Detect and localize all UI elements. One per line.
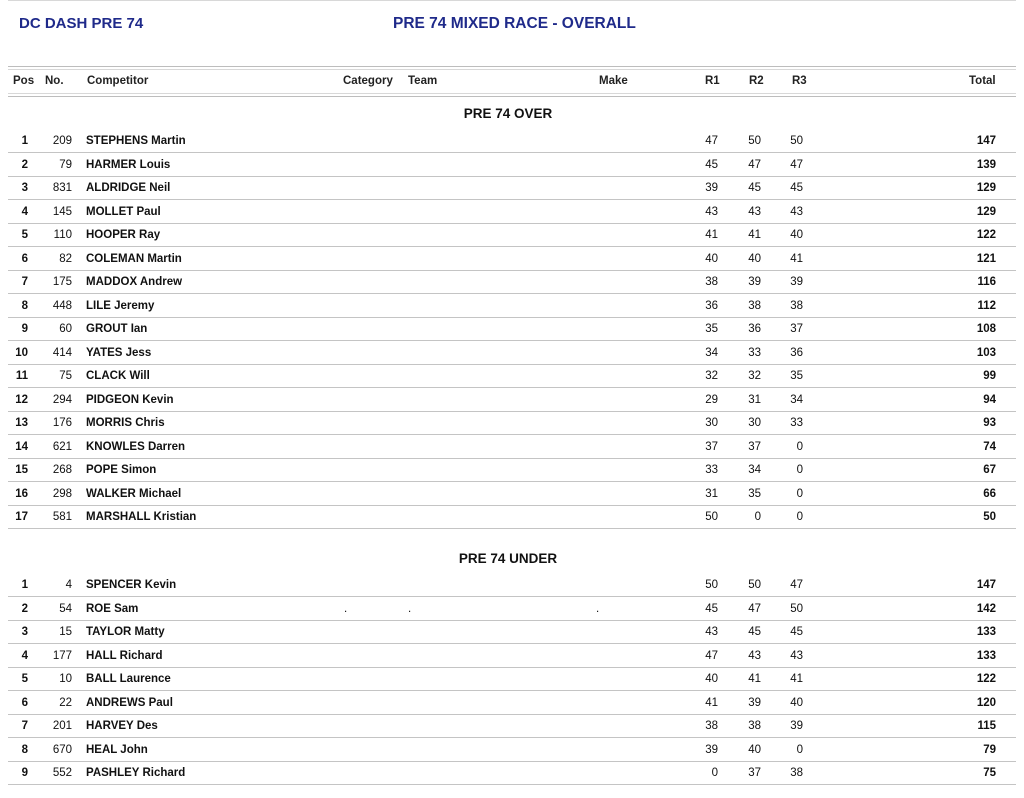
row-competitor: WALKER Michael [86,487,182,500]
table-row [8,761,1016,785]
table-row [8,644,1016,668]
row-number: 79 [59,158,72,171]
row-competitor: YATES Jess [86,346,152,359]
row-r3: 38 [790,767,803,779]
row-r3: 45 [790,182,803,194]
row-r3: 39 [790,276,803,288]
col-no: No. [45,75,64,87]
row-pos: 1 [21,579,28,591]
row-total: 147 [976,579,996,591]
row-pos: 1 [21,135,28,147]
row-total: 120 [976,696,996,709]
row-r2: 37 [748,440,761,453]
row-r3: 50 [790,135,803,147]
row-r2: 43 [748,649,761,662]
col-competitor: Competitor [87,75,149,87]
row-r2: 41 [748,673,761,685]
row-total: 139 [976,158,996,171]
row-competitor: TAYLOR Matty [86,626,165,638]
row-r3: 47 [790,158,803,171]
row-r1: 35 [705,323,718,335]
table-row [8,294,1016,318]
row-total: 121 [976,252,996,265]
row-pos: 7 [21,276,28,288]
table-row [8,270,1016,294]
row-pos: 4 [21,205,28,218]
row-total: 129 [976,205,996,218]
row-pos: 9 [21,323,28,335]
row-pos: 2 [21,602,28,615]
row-competitor: PIDGEON Kevin [86,393,174,406]
table-row [8,247,1016,271]
row-team: . [408,602,412,615]
row-r3: 0 [796,440,803,453]
row-r3: 41 [790,673,803,685]
row-total: 112 [977,299,996,312]
row-r2: 0 [754,511,761,523]
row-pos: 10 [15,346,28,359]
row-total: 115 [977,720,996,732]
row-r2: 30 [748,417,761,429]
row-r1: 40 [705,252,718,265]
row-r1: 41 [705,229,718,241]
row-pos: 13 [15,417,28,429]
row-r1: 45 [705,602,718,615]
row-r1: 50 [705,511,718,523]
row-competitor: KNOWLES Darren [86,440,186,453]
table-row [8,388,1016,412]
row-number: 15 [59,626,72,638]
row-r1: 38 [705,720,718,732]
row-competitor: COLEMAN Martin [86,252,182,265]
row-competitor: MADDOX Andrew [86,276,183,288]
row-r3: 40 [790,229,803,241]
row-number: 22 [59,696,72,709]
row-r2: 47 [748,158,761,171]
row-r3: 0 [796,743,803,756]
top-rule [8,0,1016,1]
row-competitor: SPENCER Kevin [86,579,177,591]
row-number: 298 [52,487,72,500]
row-r3: 50 [790,602,803,615]
row-r1: 30 [705,417,718,429]
row-total: 79 [983,743,996,756]
row-number: 145 [52,205,72,218]
table-row [8,317,1016,341]
row-number: 175 [52,276,72,288]
row-pos: 5 [21,229,28,241]
table-row [8,738,1016,762]
row-pos: 6 [21,696,28,709]
row-pos: 17 [15,511,28,523]
table-row [8,129,1016,153]
row-r2: 41 [748,229,761,241]
row-number: 621 [52,440,72,453]
row-r1: 40 [705,673,718,685]
row-r1: 37 [705,440,718,453]
row-r3: 0 [796,464,803,476]
row-r3: 37 [790,323,803,335]
row-total: 122 [976,229,996,241]
row-r1: 45 [705,158,718,171]
row-pos: 4 [21,649,28,662]
row-number: 10 [59,673,72,685]
row-r3: 45 [790,626,803,638]
row-total: 108 [976,323,996,335]
table-row [8,458,1016,482]
row-number: 414 [52,346,72,359]
row-r2: 45 [748,626,761,638]
row-r2: 47 [748,602,761,615]
row-r1: 0 [711,767,718,779]
table-row [8,341,1016,365]
row-pos: 11 [15,370,28,382]
row-total: 129 [976,182,996,194]
row-competitor: CLACK Will [86,370,150,382]
table-row [8,597,1016,621]
col-team: Team [408,75,438,87]
row-total: 122 [976,673,996,685]
row-r1: 39 [705,182,718,194]
row-competitor: LILE Jeremy [86,299,155,312]
row-r3: 0 [796,511,803,523]
table-row [8,364,1016,388]
row-total: 142 [976,602,996,615]
col-pos: Pos [13,75,35,87]
table-row [8,573,1016,597]
table-row [8,153,1016,177]
row-r2: 34 [748,464,761,476]
row-r2: 37 [748,767,761,779]
row-competitor: HARMER Louis [86,158,171,171]
table-row [8,200,1016,224]
row-pos: 12 [15,393,28,406]
row-r2: 39 [748,276,761,288]
column-header-row [8,66,1016,97]
row-r2: 43 [748,205,761,218]
race-title: PRE 74 MIXED RACE - OVERALL [393,15,636,32]
section-title: PRE 74 UNDER [458,551,558,566]
row-total: 99 [983,370,996,382]
row-r1: 41 [705,696,718,709]
row-r2: 50 [748,135,761,147]
col-r3: R3 [792,75,807,87]
table-row [8,667,1016,691]
row-total: 133 [976,649,996,662]
row-r1: 29 [705,393,718,406]
row-number: 54 [59,602,72,615]
table-row [8,714,1016,738]
row-pos: 8 [21,299,28,312]
row-competitor: MOLLET Paul [86,205,161,218]
row-r2: 31 [748,393,761,406]
row-total: 75 [983,767,996,779]
row-competitor: POPE Simon [86,464,157,476]
table-row [8,176,1016,200]
row-competitor: STEPHENS Martin [86,135,186,147]
table-row [8,620,1016,644]
row-r1: 36 [705,299,718,312]
row-r1: 43 [705,626,718,638]
section-title: PRE 74 OVER [463,106,553,121]
row-r3: 39 [790,720,803,732]
row-competitor: MORRIS Chris [86,417,165,429]
row-number: 552 [52,767,72,779]
row-r2: 36 [748,323,761,335]
row-total: 94 [983,393,996,406]
row-r1: 47 [705,649,718,662]
row-number: 581 [52,511,72,523]
col-category: Category [343,75,393,87]
row-r2: 38 [748,299,761,312]
row-r1: 32 [705,370,718,382]
row-r3: 43 [790,649,803,662]
row-r3: 40 [790,696,803,709]
row-number: 831 [52,182,72,194]
row-r2: 45 [748,182,761,194]
row-r3: 47 [790,579,803,591]
row-r2: 40 [748,743,761,756]
row-r3: 33 [790,417,803,429]
row-r2: 32 [748,370,761,382]
row-total: 93 [983,417,996,429]
event-title: DC DASH PRE 74 [19,15,144,32]
row-r1: 38 [705,276,718,288]
row-total: 74 [983,440,996,453]
table-row [8,691,1016,715]
row-number: 201 [52,720,72,732]
row-category: . [344,602,348,615]
row-make: . [596,602,600,615]
row-number: 82 [59,252,72,265]
row-pos: 8 [21,743,28,756]
row-total: 67 [983,464,996,476]
row-r1: 34 [705,346,718,359]
row-r2: 40 [748,252,761,265]
row-pos: 3 [21,626,28,638]
row-r2: 50 [748,579,761,591]
row-pos: 7 [21,720,28,732]
row-competitor: MARSHALL Kristian [86,511,197,523]
row-pos: 3 [21,182,28,194]
row-competitor: HALL Richard [86,649,163,662]
row-number: 110 [53,229,72,241]
row-number: 4 [65,579,72,591]
row-pos: 6 [21,252,28,265]
row-r1: 43 [705,205,718,218]
table-row [8,411,1016,435]
row-r1: 39 [705,743,718,756]
row-pos: 2 [21,158,28,171]
row-pos: 16 [15,487,28,500]
row-r3: 0 [796,487,803,500]
col-r1: R1 [705,75,720,87]
row-number: 670 [52,743,72,756]
row-number: 176 [52,417,72,429]
row-pos: 15 [15,464,28,476]
row-competitor: GROUT Ian [86,323,148,335]
row-r3: 36 [790,346,803,359]
col-r2: R2 [749,75,764,87]
row-r3: 43 [790,205,803,218]
table-row [8,505,1016,529]
row-r2: 35 [748,487,761,500]
row-pos: 14 [15,440,28,453]
row-r3: 38 [790,299,803,312]
row-r1: 31 [705,487,718,500]
row-competitor: HOOPER Ray [86,229,161,241]
row-r3: 34 [790,393,803,406]
col-total: Total [969,75,996,87]
row-competitor: HARVEY Des [86,720,158,732]
row-r2: 38 [748,720,761,732]
row-r1: 47 [705,135,718,147]
row-r2: 39 [748,696,761,709]
row-competitor: PASHLEY Richard [86,767,186,779]
row-total: 133 [976,626,996,638]
row-competitor: HEAL John [86,743,148,756]
row-total: 50 [983,511,996,523]
row-total: 103 [976,346,996,359]
row-pos: 5 [21,673,28,685]
row-number: 60 [59,323,72,335]
row-r1: 50 [705,579,718,591]
row-competitor: BALL Laurence [86,673,171,685]
row-r3: 41 [790,252,803,265]
row-number: 294 [52,393,72,406]
row-number: 75 [59,370,72,382]
row-r2: 33 [748,346,761,359]
table-row [8,482,1016,506]
row-number: 209 [52,135,72,147]
row-competitor: ANDREWS Paul [86,696,173,709]
table-row [8,435,1016,459]
row-number: 177 [52,649,72,662]
row-total: 116 [977,276,996,288]
row-pos: 9 [21,767,28,779]
row-total: 147 [976,135,996,147]
row-number: 268 [52,464,72,476]
row-r3: 35 [790,370,803,382]
row-number: 448 [52,299,72,312]
row-r1: 33 [705,464,718,476]
row-competitor: ROE Sam [86,602,139,615]
col-make: Make [599,75,628,87]
table-row [8,223,1016,247]
row-competitor: ALDRIDGE Neil [86,182,171,194]
row-total: 66 [983,487,996,500]
